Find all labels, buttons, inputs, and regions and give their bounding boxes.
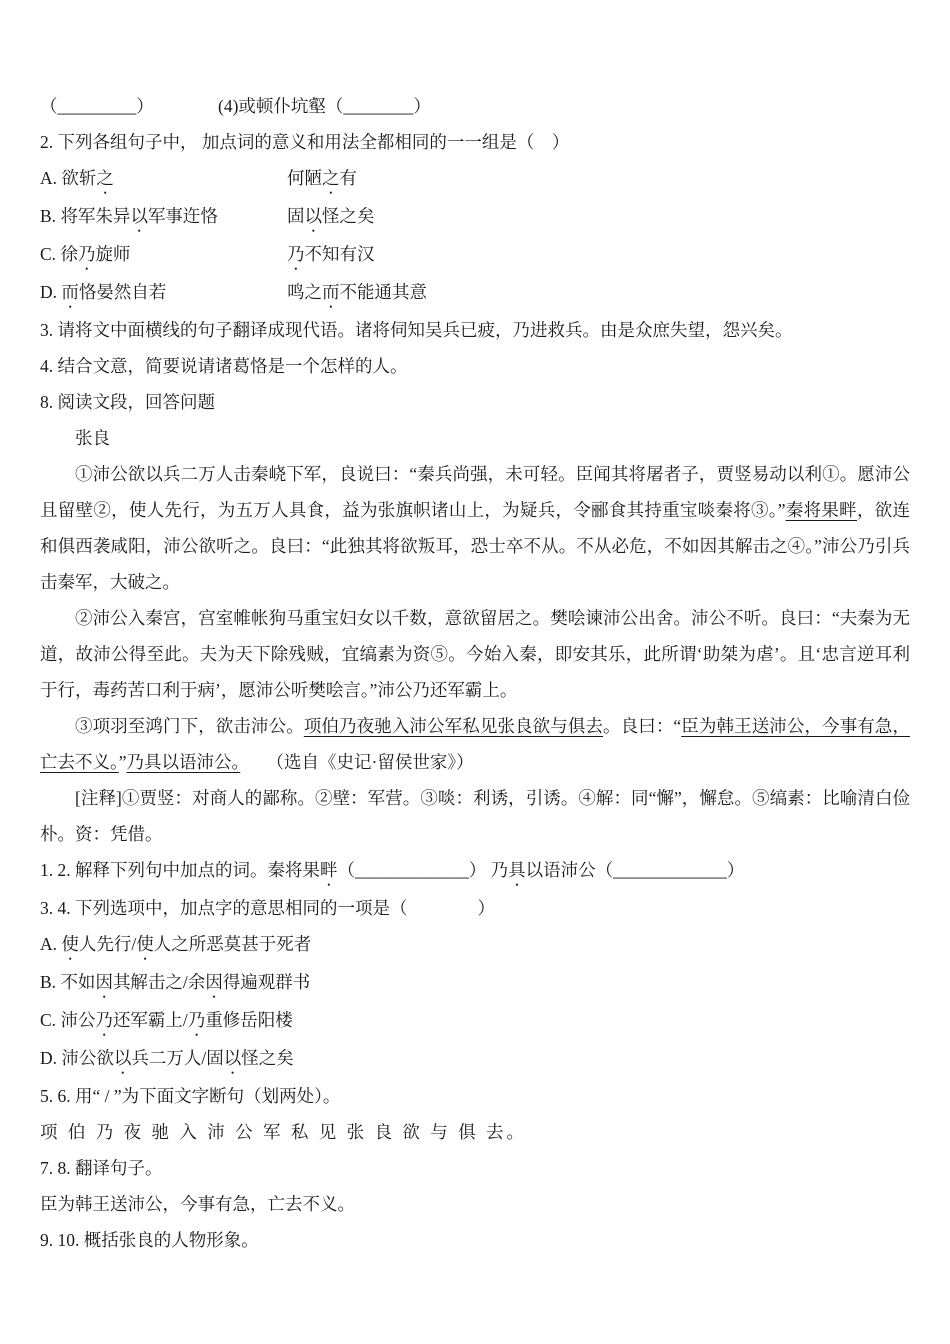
passage-text: ①沛公欲以兵二万人击秦峣下军，良说曰：“秦兵尚强，未可轻。臣闻其将屠者子，贾竖易动以利①。愿沛公且留壁②，使人先行，为五万人具食，益为张旗帜诸山上，为疑兵，令郦食其持重宝啖秦将③。” [40,464,910,520]
passage-text: ” [118,752,127,772]
option-text: 怪之矣 [322,206,375,226]
question-9-10: 9. 10. 概括张良的人物形象。 [40,1230,259,1250]
option-text: 重修岳阳楼 [205,1010,293,1030]
question-2-option-c [40,236,910,274]
option-text: 鸣之 [287,282,322,302]
option-text: 何陋 [287,168,322,188]
option-text: 欲斩 [61,168,97,188]
option-text: 固 [287,206,305,226]
option-text: 不知有汉 [304,244,375,264]
option-label: A. [40,168,62,188]
option-text: 将军朱异 [60,206,131,226]
dotted-char: 使 [61,934,79,954]
answer-blank: 以语沛公（_____________） [525,860,745,880]
dotted-char: 乃 [187,1010,206,1030]
option-d-left [40,274,287,312]
passage-text: ，欲连和俱西袭咸阳，沛公欲听之。良曰：“此独其将欲叛耳，恐士卒不从。不从必危，不如因其解击之④。”沛公乃引兵击秦军，大破之。 [40,500,911,592]
underlined-text: 乃具以语沛公。 [126,752,241,772]
answer-blank: （_____________） 乃 [337,860,509,880]
dotted-char: 以 [304,206,322,226]
option-a-right [287,168,357,188]
question-5-6-stem: 5. 6. 用“ / ”为下面文字断句（划两处）。 [40,1086,341,1106]
question-3-4-option-d [40,1040,910,1078]
fill-in-blanks-line [40,88,910,124]
question-1-2 [40,852,910,890]
dotted-char: 因 [205,972,223,992]
dotted-char: 乃 [287,244,305,264]
option-text: 恪晏然自若 [78,282,167,302]
option-text: 军事迕恪 [147,206,218,226]
option-text: 沛公欲 [61,1048,114,1068]
question-2-option-d [40,274,910,312]
underlined-text: 秦将果畔 [785,500,857,520]
question-3: 3. 请将文中面横线的句子翻译成现代语。诸将伺知吴兵已疲，乃进救兵。由是众庶失望，怨兴矣。 [40,320,793,340]
option-text: 其解击之/余 [112,972,206,992]
question-3-4-option-c [40,1002,910,1040]
option-text: 不如 [60,972,96,992]
passage-notes: [注释]①贾竖：对商人的鄙称。②壁：军营。③啖：利诱，引诱。④解：同“懈”，懈怠。⑤缟素：比喻清白俭朴。资：凭借。 [40,788,910,844]
sentence-to-translate: 臣为韩王送沛公，今事有急，亡去不义。 [40,1194,355,1214]
question-3-4-option-a [40,926,910,964]
dotted-char: 之 [96,168,114,188]
question-2-option-a [40,160,910,198]
passage-text: 。良曰：“ [603,716,682,736]
option-text: 人先行/ [78,934,137,954]
dotted-char: 使 [136,934,154,954]
underlined-text: 臣为韩王送沛公，今事有急，亡去不义。 [40,716,911,772]
question-7-8-stem: 7. 8. 翻译句子。 [40,1158,163,1178]
item-4-phrase: (4)或顿仆坑壑（________） [218,96,431,116]
dotted-char: 以 [113,1048,132,1068]
question-8: 8. 阅读文段，回答问题 [40,392,215,412]
dotted-char: 乃 [77,244,96,264]
dotted-char: 乃 [95,1010,113,1030]
option-text: 得遍观群书 [222,972,311,992]
option-label: A. [40,934,62,954]
dotted-char: 因 [95,972,113,992]
passage-source: （选自《史记·留侯世家》） [240,752,474,772]
sentence-to-punctuate: 项 伯 乃 夜 驰 入 沛 公 军 私 见 张 良 欲 与 俱 去。 [40,1122,527,1142]
option-a-left [40,160,287,198]
passage-title: 张良 [75,428,110,448]
option-label: B. [40,206,61,226]
dotted-char: 之 [322,168,340,188]
option-text: 徐 [60,244,78,264]
option-b-left [40,198,287,236]
question-3-4-stem: 3. 4. 下列选项中，加点字的意思相同的一项是（ ） [40,898,495,918]
option-label: D. [40,282,62,302]
option-text: 不能通其意 [339,282,427,302]
dotted-char: 以 [223,1048,242,1068]
option-text: 怪之矣 [241,1048,294,1068]
passage-text: ③项羽至鸿门下，欲击沛公。 [75,716,304,736]
option-label: B. [40,972,61,992]
question-4: 4. 结合文意，简要说请诸葛恪是一个怎样的人。 [40,356,408,376]
option-text: 人之所恶莫甚于死者 [153,934,312,954]
option-text: 沛公 [60,1010,96,1030]
passage-paragraph-1 [40,456,910,600]
option-text: 还军霸上/ [112,1010,188,1030]
option-text: 有 [339,168,357,188]
question-3-4-option-b [40,964,910,1002]
option-text: 旋师 [95,244,131,264]
question-2-stem: 2. 下列各组句子中， 加点词的意义和用法全都相同的一一组是（ ） [40,132,570,152]
option-c-left [40,236,287,274]
dotted-char: 而 [61,282,79,302]
question-text: 1. 2. 解释下列句中加点的词。秦将果 [40,860,320,880]
answer-blank-parens: （_________） [40,96,154,116]
option-label: D. [40,1048,62,1068]
dotted-char: 而 [322,282,340,302]
option-c-right [287,244,375,264]
option-b-right [287,206,375,226]
option-d-right [287,282,427,302]
passage-paragraph-3 [40,708,910,780]
question-2-option-b [40,198,910,236]
dotted-char: 具 [508,860,526,880]
dotted-char: 畔 [320,860,338,880]
dotted-char: 以 [130,206,148,226]
passage-paragraph-2: ②沛公入秦宫，宫室帷帐狗马重宝妇女以千数，意欲留居之。樊哙谏沛公出舍。沛公不听。良曰：“夫秦为无道，故沛公得至此。夫为天下除残贼，宜缟素为资⑤。今始入秦，即安其乐，此所谓‘助桀为虐’。且‘忠言逆耳利于行，毒药苦口利于病’，愿沛公听樊哙言。”沛公乃还军霸上。 [40,608,910,700]
option-label: C. [40,244,61,264]
option-text: 兵二万人/固 [131,1048,224,1068]
option-label: C. [40,1010,61,1030]
underlined-text: 项伯乃夜驰入沛公军私见张良欲与俱去 [303,716,604,736]
